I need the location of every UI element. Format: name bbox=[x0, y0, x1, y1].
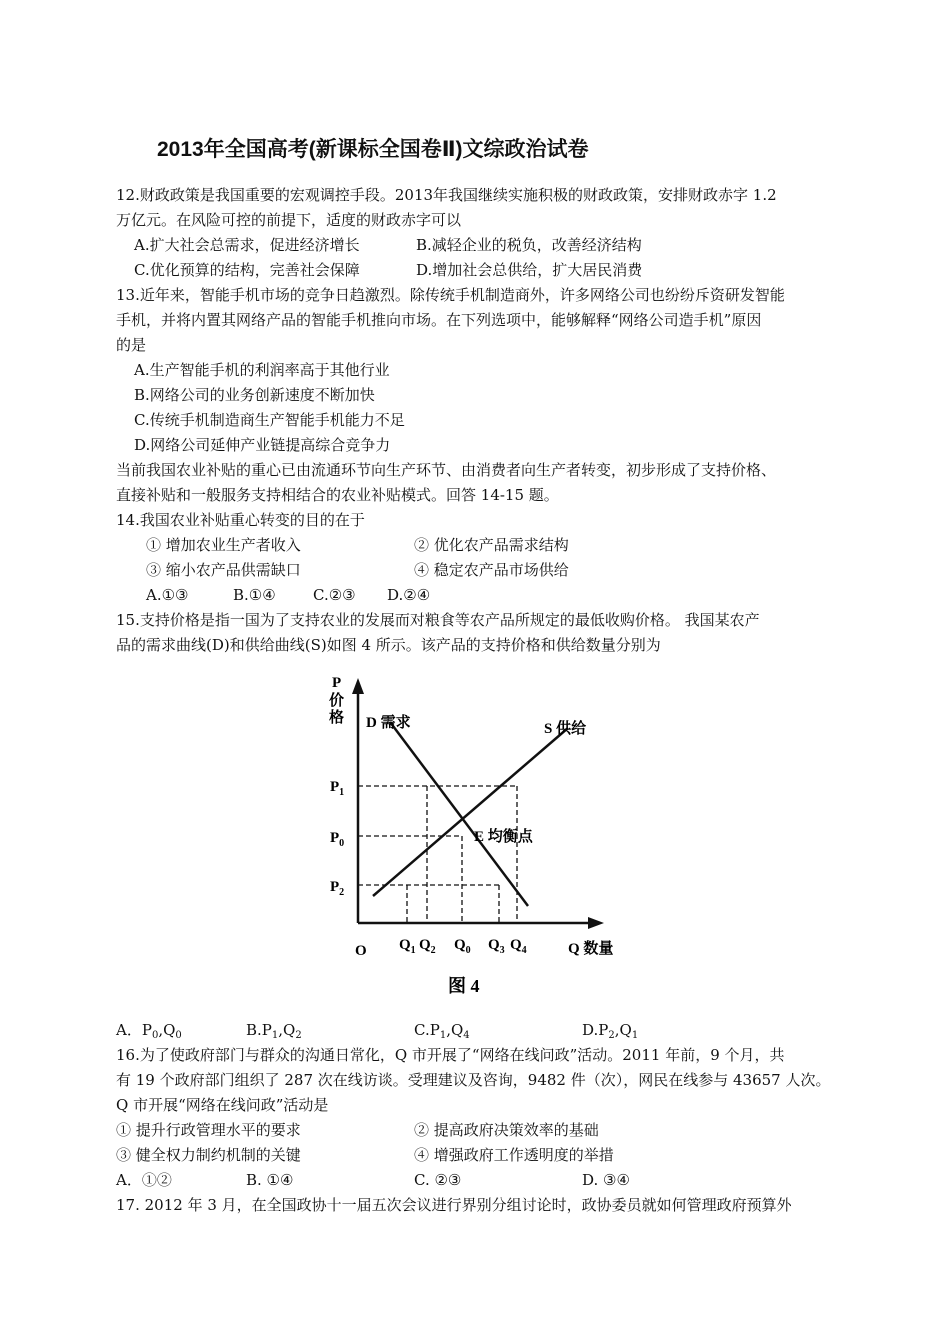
q16-stem-line2: 有 19 个政府部门组织了 287 次在线访谈。受理建议及咨询，9482 件（次），网民在线参与 43657 人次。 bbox=[116, 1071, 831, 1089]
q13-option-a: A.生产智能手机的利润率高于其他行业 bbox=[134, 361, 390, 379]
q14-item-2: ② 优化农产品需求结构 bbox=[414, 536, 569, 554]
supply-label: S 供给 bbox=[544, 721, 587, 737]
supply-curve bbox=[373, 728, 568, 896]
page-title: 2013年全国高考(新课标全国卷Ⅱ)文综政治试卷 bbox=[157, 138, 589, 161]
q14-item-4: ④ 稳定农产品市场供给 bbox=[414, 561, 569, 579]
x-axis-arrow-icon bbox=[588, 917, 604, 929]
tick-q2: $Q_2$ bbox=[419, 937, 436, 956]
tick-q3: $Q_3$ bbox=[488, 937, 505, 956]
q16-item-1: ① 提升行政管理水平的要求 bbox=[116, 1121, 301, 1139]
demand-curve bbox=[390, 722, 528, 906]
tick-q0: $Q_0$ bbox=[454, 937, 471, 956]
q13-stem-line3: 的是 bbox=[116, 336, 147, 354]
material-line1: 当前我国农业补贴的重心已由流通环节向生产环节、由消费者向生产者转变，初步形成了支持价格、 bbox=[116, 461, 777, 479]
q14-option-b: B.①④ bbox=[233, 586, 276, 604]
q12-stem-line2: 万亿元。在风险可控的前提下，适度的财政赤字可以 bbox=[116, 211, 462, 229]
q17-stem-line1: 17. 2012 年 3 月，在全国政协十一届五次会议进行界别分组讨论时，政协委员就如何管理政府预算外 bbox=[116, 1196, 792, 1214]
q15-option-b: $B.P_1,Q_2$ bbox=[246, 1021, 302, 1041]
q14-item-1: ① 增加农业生产者收入 bbox=[146, 536, 301, 554]
q12-options-row2 bbox=[116, 258, 844, 283]
q13-stem-line2: 手机，并将内置其网络产品的智能手机推向市场。在下列选项中，能够解释“网络公司造手机”原因 bbox=[116, 311, 762, 329]
q12-options-row1 bbox=[116, 233, 844, 258]
q13-stem-line1: 13.近年来，智能手机市场的竞争日趋激烈。除传统手机制造商外，许多网络公司也纷纷斥资研发智能 bbox=[116, 286, 785, 304]
q12-option-d: D.增加社会总供给，扩大居民消费 bbox=[416, 261, 643, 279]
q15-stem-line2: 品的需求曲线(D)和供给曲线(S)如图 4 所示。该产品的支持价格和供给数量分别为 bbox=[116, 636, 661, 654]
q14-options bbox=[116, 583, 844, 608]
q14-option-c: C.②③ bbox=[313, 586, 356, 604]
x-axis-label: Q 数量 bbox=[568, 941, 614, 957]
q16-stem-line1: 16.为了使政府部门与群众的沟通日常化，Q 市开展了“网络在线问政”活动。2011 年前，9 个月，共 bbox=[116, 1046, 785, 1064]
tick-q1: $Q_1$ bbox=[399, 937, 416, 956]
exam-content bbox=[116, 183, 844, 1218]
q15-stem-line1: 15.支持价格是指一国为了支持农业的发展而对粮食等农产品所规定的最低收购价格。 我国某农产 bbox=[116, 611, 760, 629]
tick-p1: $P_1$ bbox=[330, 779, 345, 798]
q16-item-2: ② 提高政府决策效率的基础 bbox=[414, 1121, 599, 1139]
q12-stem-line1: 12.财政政策是我国重要的宏观调控手段。2013年我国继续实施积极的财政政策，安排财政赤字 1.2 bbox=[116, 186, 777, 204]
q13-option-d: D.网络公司延伸产业链提高综合竞争力 bbox=[134, 436, 391, 454]
q16-stem-line3: Q 市开展“网络在线问政”活动是 bbox=[116, 1096, 329, 1114]
guide-lines bbox=[358, 786, 517, 923]
demand-label: D 需求 bbox=[366, 715, 411, 731]
y-axis-label-line2: 格 bbox=[329, 710, 345, 726]
equilibrium-label: E 均衡点 bbox=[474, 829, 533, 845]
y-axis-arrow-icon bbox=[352, 678, 364, 694]
q14-stem: 14.我国农业补贴重心转变的目的在于 bbox=[116, 511, 365, 529]
q15-option-a: A．$P_0,Q_0$ bbox=[116, 1021, 182, 1041]
figure-4 bbox=[116, 658, 844, 1018]
q15-option-d: $D.P_2,Q_1$ bbox=[582, 1021, 639, 1041]
figure-caption: 图 4 bbox=[448, 976, 480, 996]
y-axis-p-label: P bbox=[332, 675, 342, 691]
q16-options bbox=[116, 1168, 844, 1193]
q14-item-3: ③ 缩小农产品供需缺口 bbox=[146, 561, 301, 579]
q15-option-c: $C.P_1,Q_4$ bbox=[414, 1021, 470, 1041]
q16-option-a: A．①② bbox=[116, 1171, 172, 1189]
supply-demand-diagram bbox=[116, 658, 844, 1018]
q14-option-a: A.①③ bbox=[146, 586, 189, 604]
q16-option-c: C. ②③ bbox=[414, 1171, 462, 1189]
q16-items-row1 bbox=[116, 1118, 844, 1143]
q14-items-row2 bbox=[116, 558, 844, 583]
q12-option-a: A.扩大社会总需求，促进经济增长 bbox=[134, 236, 360, 254]
q14-items-row1 bbox=[116, 533, 844, 558]
q16-items-row2 bbox=[116, 1143, 844, 1168]
q12-option-c: C.优化预算的结构，完善社会保障 bbox=[134, 261, 360, 279]
q12-option-b: B.减轻企业的税负，改善经济结构 bbox=[416, 236, 642, 254]
tick-p2: $P_2$ bbox=[330, 879, 345, 898]
y-axis-label-line1: 价 bbox=[329, 693, 345, 709]
q16-option-b: B. ①④ bbox=[246, 1171, 294, 1189]
q13-option-c: C.传统手机制造商生产智能手机能力不足 bbox=[134, 411, 405, 429]
q14-option-d: D.②④ bbox=[387, 586, 431, 604]
tick-q4: $Q_4$ bbox=[510, 937, 527, 956]
q16-option-d: D. ③④ bbox=[582, 1171, 630, 1189]
q16-item-3: ③ 健全权力制约机制的关键 bbox=[116, 1146, 301, 1164]
q16-item-4: ④ 增强政府工作透明度的举措 bbox=[414, 1146, 614, 1164]
q15-options bbox=[116, 1018, 844, 1043]
origin-label: O bbox=[355, 943, 367, 959]
tick-p0: $P_0$ bbox=[330, 830, 345, 849]
material-line2: 直接补贴和一般服务支持相结合的农业补贴模式。回答 14-15 题。 bbox=[116, 486, 559, 504]
q13-option-b: B.网络公司的业务创新速度不断加快 bbox=[134, 386, 375, 404]
